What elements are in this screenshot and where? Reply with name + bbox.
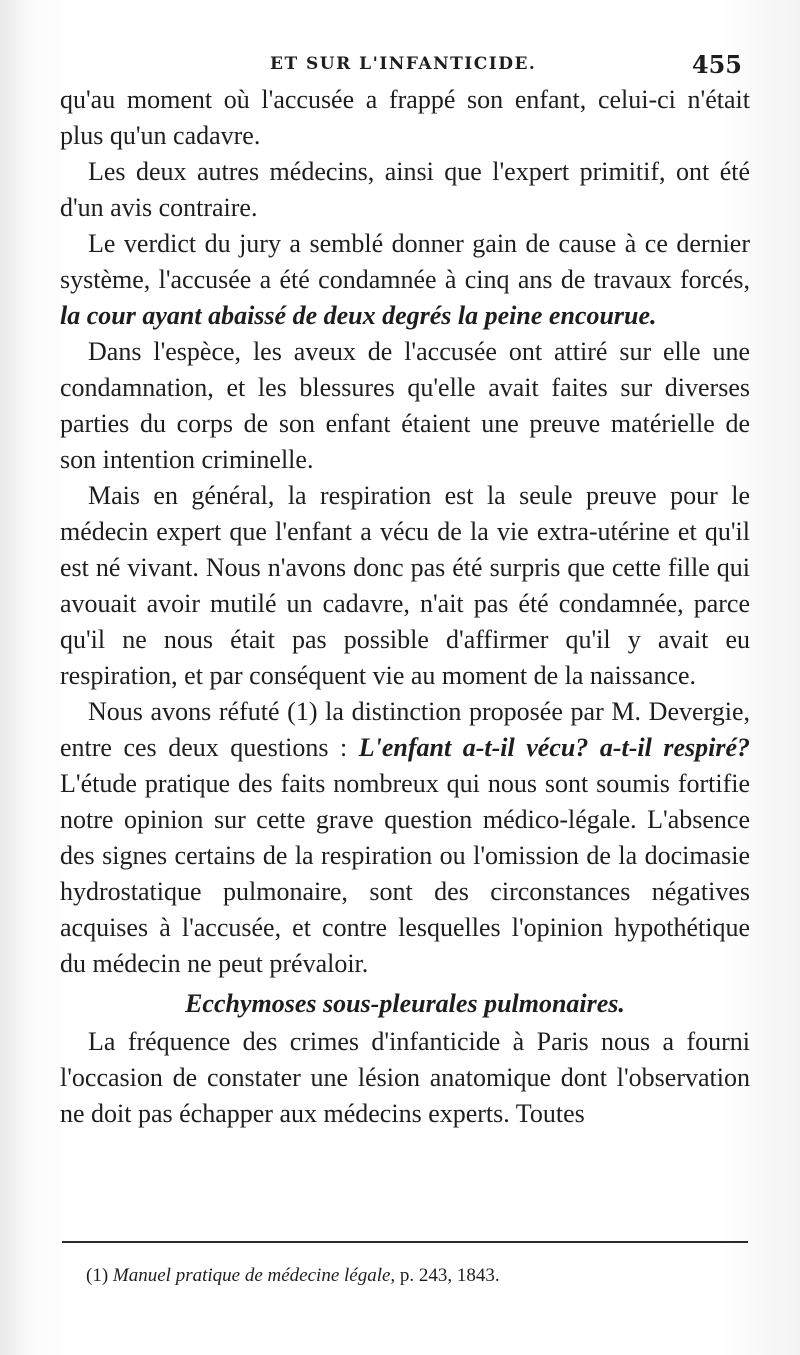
paragraph-1: qu'au moment où l'accusée a frappé son enfant, celui-ci n'était plus qu'un cadavre.: [60, 85, 750, 150]
paragraph-6-text-a: Nous avons réfuté (1) la distinction proposée par M. Devergie, entre ces deux questions :: [60, 697, 750, 762]
footnote: [86, 1264, 500, 1288]
page-number: 455: [691, 50, 742, 79]
section-heading: Ecchymoses sous-pleurales pulmonaires.: [185, 989, 625, 1018]
paragraph-3-text: Le verdict du jury a semblé donner gain de cause à ce dernier système, l'accusée a été condamnée à cinq ans de travaux forcés,: [60, 229, 750, 294]
paragraph-5: Mais en général, la respiration est la seule preuve pour le médecin expert que l'enfant a vécu de la vie extra-utérine et qu'il est né vivant. Nous n'avons donc pas été surpris que cette fille qui avouait avoir mutilé un cadavre, n'ait pas été condamnée, parce qu'il ne nous était pas possible d'affirmer qu'il y avait eu respiration, et par conséquent vie au moment de la naissance.: [60, 481, 750, 690]
footnote-rule: [62, 1241, 748, 1243]
body-text: [60, 82, 750, 1132]
footnote-marker: (1): [86, 1265, 109, 1286]
footnote-reference: p. 243, 1843.: [399, 1265, 500, 1286]
paragraph-4: Dans l'espèce, les aveux de l'accusée ont attiré sur elle une condamnation, et les blessures qu'elle avait faites sur diverses parties du corps de son enfant étaient une preuve matérielle de son intention criminelle.: [60, 337, 750, 474]
paragraph-6-text-b: L'étude pratique des faits nombreux qui nous sont soumis fortifie notre opinion sur cette grave question médico-légale. L'absence des signes certains de la respiration ou l'omission de la docimasie hydrostatique pulmonaire, sont des circonstances négatives acquises à l'accusée, et contre lesquelles l'opinion hypothétique du médecin ne peut prévaloir.: [60, 769, 750, 978]
footnote-title: Manuel pratique de médecine légale,: [112, 1265, 396, 1286]
paragraph-3-emphasis: la cour ayant abaissé de deux degrés la peine encourue.: [60, 301, 657, 330]
paragraph-6-emphasis: L'enfant a-t-il vécu? a-t-il respiré?: [358, 733, 751, 762]
paragraph-7: La fréquence des crimes d'infanticide à Paris nous a fourni l'occasion de constater une lésion anatomique dont l'observation ne doit pas échapper aux médecins experts. Toutes: [60, 1027, 750, 1128]
paragraph-3: [60, 226, 750, 334]
paragraph-2: Les deux autres médecins, ainsi que l'expert primitif, ont été d'un avis contraire.: [60, 157, 750, 222]
paragraph-6: [60, 694, 750, 982]
running-title: ET SUR L'INFANTICIDE.: [270, 54, 537, 74]
